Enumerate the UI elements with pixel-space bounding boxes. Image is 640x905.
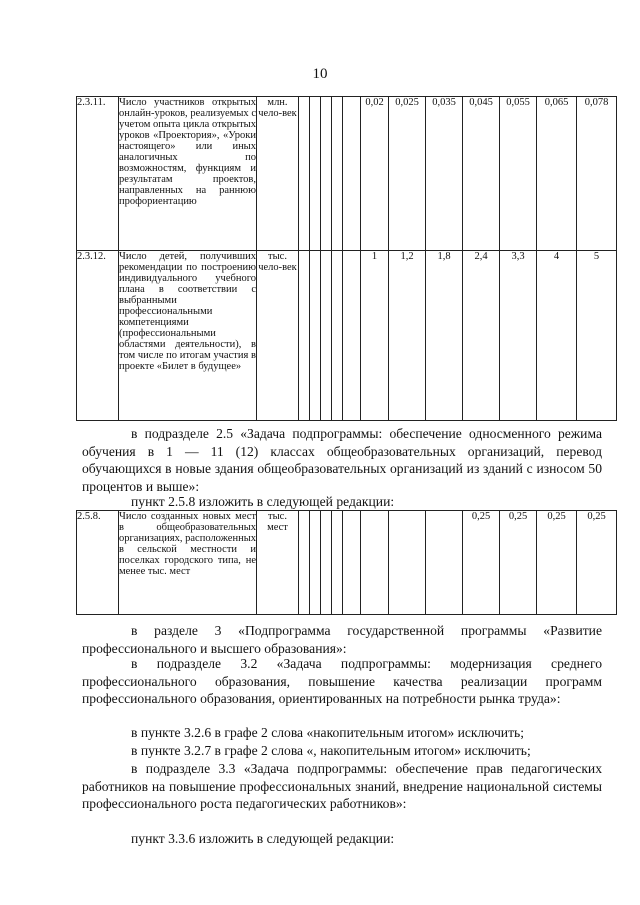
- value-cell: [361, 511, 389, 615]
- paragraph-item-3-3-6: пункт 3.3.6 изложить в следующей редакции:: [131, 831, 395, 846]
- paragraph-subsection-2-5: в подразделе 2.5 «Задача подпрограммы: обеспечение односменного режима обучения в 1 — 11 (12) классах общеобразовательных организаций, перевод обучающихся в новые здания общеобразовательных организаций из зданий с износом 50 процентов и выше»:: [82, 426, 602, 494]
- value-cell: [343, 97, 361, 251]
- paragraph-item-3-2-6: в пункте 3.2.6 в графе 2 слова «накопительным итогом» исключить;: [131, 725, 524, 740]
- unit-of-measure: тыс. мест: [257, 511, 299, 615]
- value-cell: 0,078: [577, 97, 617, 251]
- value-cell: 0,065: [537, 97, 577, 251]
- value-cell: [332, 251, 343, 421]
- value-cell: [426, 511, 463, 615]
- value-cell: [321, 251, 332, 421]
- value-cell: 0,25: [537, 511, 577, 615]
- value-cell: [299, 251, 310, 421]
- value-cell: 1: [361, 251, 389, 421]
- value-cell: [332, 511, 343, 615]
- value-cell: [389, 511, 426, 615]
- value-cell: [332, 97, 343, 251]
- value-cell: [321, 97, 332, 251]
- value-cell: [310, 511, 321, 615]
- value-cell: [321, 511, 332, 615]
- value-cell: 5: [577, 251, 617, 421]
- paragraph-item-3-2-7: в пункте 3.2.7 в графе 2 слова «, накопительным итогом» исключить;: [131, 743, 531, 758]
- paragraph-item-2-5-8: пункт 2.5.8 изложить в следующей редакции:: [131, 494, 395, 509]
- value-cell: 3,3: [500, 251, 537, 421]
- row-number: 2.3.12.: [77, 251, 119, 421]
- row-number: 2.5.8.: [77, 511, 119, 615]
- unit-of-measure: млн. чело-век: [257, 97, 299, 251]
- value-cell: 0,25: [463, 511, 500, 615]
- value-cell: [343, 511, 361, 615]
- table-row: [77, 251, 617, 421]
- value-cell: 1,8: [426, 251, 463, 421]
- value-cell: [343, 251, 361, 421]
- value-cell: [310, 251, 321, 421]
- paragraph-subsection-3-3: в подразделе 3.3 «Задача подпрограммы: обеспечение прав педагогических работников на повышение профессиональных знаний, внедрение национальной системы профессионального роста педагогических работников»:: [82, 761, 602, 811]
- indicator-description: Число участников открытых онлайн-уроков, реализуемых с учетом опыта цикла открытых уроков «Проектория», «Уроки настоящего» или иных аналогичных по возможностям, функциям и результатам проектов, направленных на раннюю профориентацию: [119, 97, 257, 251]
- value-cell: 4: [537, 251, 577, 421]
- value-cell: 0,02: [361, 97, 389, 251]
- value-cell: 0,045: [463, 97, 500, 251]
- indicator-table-2: [76, 510, 617, 615]
- value-cell: 1,2: [389, 251, 426, 421]
- value-cell: 0,055: [500, 97, 537, 251]
- value-cell: [299, 97, 310, 251]
- row-number: 2.3.11.: [77, 97, 119, 251]
- value-cell: 2,4: [463, 251, 500, 421]
- paragraph-section-3: в разделе 3 «Подпрограмма государственной программы «Развитие профессионального и высшего образования»:: [82, 623, 602, 656]
- table-row: [77, 97, 617, 251]
- value-cell: [299, 511, 310, 615]
- value-cell: 0,25: [500, 511, 537, 615]
- value-cell: 0,25: [577, 511, 617, 615]
- value-cell: [310, 97, 321, 251]
- indicator-table-1: [76, 96, 617, 421]
- indicator-description: Число детей, получивших рекомендации по построению индивидуального учебного плана в соответствии с выбранными профессиональными компетенциями (профессиональными областями деятельности), в том числе по итогам участия в проекте «Билет в будущее»: [119, 251, 257, 421]
- value-cell: 0,035: [426, 97, 463, 251]
- indicator-description: Число созданных новых мест в общеобразовательных организациях, расположенных в сельской местности и поселках городского типа, не менее тыс. мест: [119, 511, 257, 615]
- value-cell: 0,025: [389, 97, 426, 251]
- unit-of-measure: тыс. чело-век: [257, 251, 299, 421]
- page-number: 10: [312, 66, 328, 82]
- paragraph-subsection-3-2: в подразделе 3.2 «Задача подпрограммы: модернизация среднего профессионального образования, повышение качества реализации программ профессионального образования, ориентированных на потребности рынка труда»:: [82, 656, 602, 706]
- table-row: [77, 511, 617, 615]
